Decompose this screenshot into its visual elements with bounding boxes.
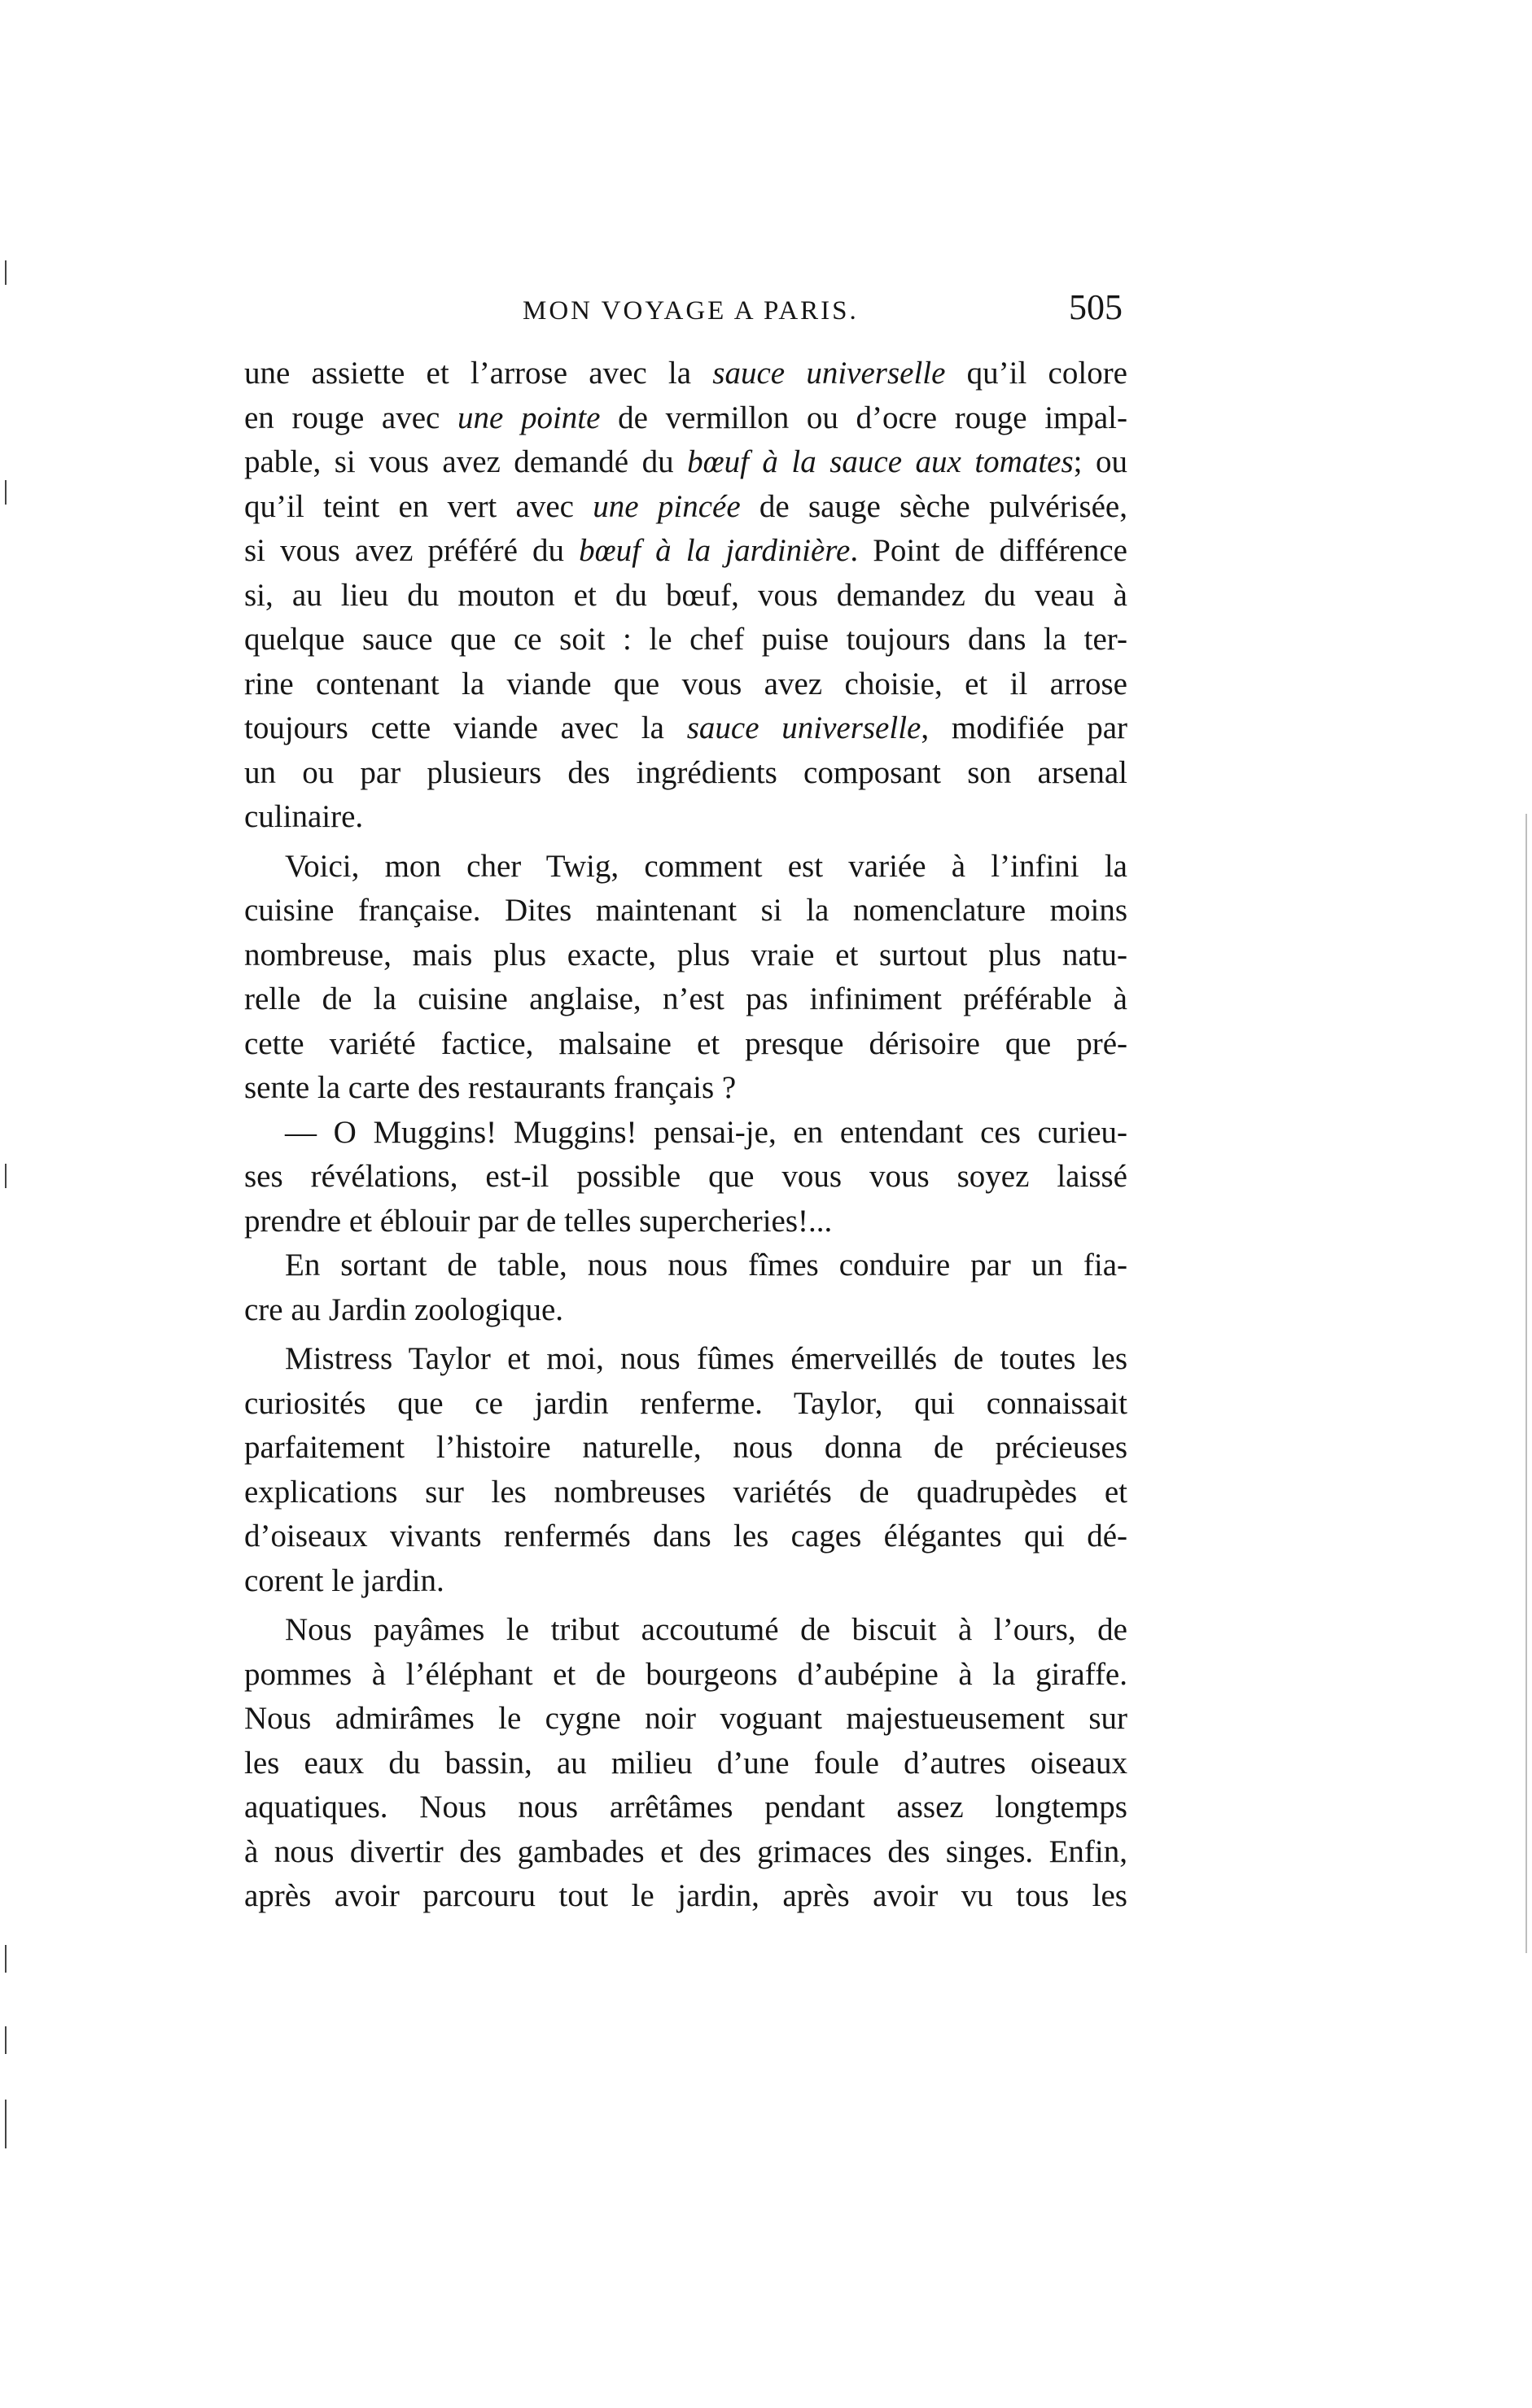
text-line bbox=[244, 1653, 1127, 1698]
text-segment: ses révélations, est-il possible que vous vous soyez laissé bbox=[244, 1159, 1127, 1194]
text-line bbox=[244, 977, 1127, 1022]
page-number: 505 bbox=[1069, 287, 1123, 327]
text-line bbox=[244, 1111, 1127, 1156]
text-segment: aquatiques. Nous nous arrêtâmes pendant assez longtemps bbox=[244, 1790, 1127, 1825]
text-line bbox=[244, 1288, 1127, 1333]
running-title: MON VOYAGE A PARIS. bbox=[523, 296, 859, 326]
text-segment: Mistress Taylor et moi, nous fûmes émerveillés de toutes les bbox=[285, 1341, 1127, 1376]
text-line bbox=[244, 396, 1127, 441]
italic-segment: une pointe bbox=[457, 400, 601, 435]
text-segment: parfaitement l’histoire naturelle, nous donna de précieuses bbox=[244, 1430, 1127, 1465]
text-segment: cuisine française. Dites maintenant si la nomenclature moins bbox=[244, 893, 1127, 928]
text-line bbox=[244, 1830, 1127, 1875]
text-segment: — O Muggins! Muggins! pensai-je, en entendant ces curieu- bbox=[285, 1114, 1127, 1150]
text-segment: ; ou bbox=[1073, 444, 1127, 479]
text-segment: Nous payâmes le tribut accoutumé de biscuit à l’ours, de bbox=[285, 1612, 1127, 1647]
text-segment: pable, si vous avez demandé du bbox=[244, 444, 688, 479]
italic-segment: bœuf à la sauce aux tomates bbox=[687, 444, 1074, 479]
text-segment: un ou par plusieurs des ingrédients composant son arsenal bbox=[244, 754, 1127, 790]
text-segment: rine contenant la viande que vous avez choisie, et il arrose bbox=[244, 666, 1127, 701]
text-line bbox=[244, 1559, 1127, 1604]
text-segment: qu’il teint en vert avec bbox=[244, 488, 593, 524]
text-segment: si, au lieu du mouton et du bœuf, vous demandez du veau à bbox=[244, 577, 1127, 613]
text-segment: d’oiseaux vivants renfermés dans les cages élégantes qui dé- bbox=[244, 1519, 1127, 1554]
text-segment: corent le jardin. bbox=[244, 1562, 444, 1598]
left-margin-mark bbox=[5, 1945, 7, 1973]
text-segment: pommes à l’éléphant et de bourgeons d’aubépine à la giraffe. bbox=[244, 1656, 1127, 1692]
text-segment: explications sur les nombreuses variétés de quadrupèdes et bbox=[244, 1474, 1127, 1510]
text-line bbox=[244, 1155, 1127, 1200]
text-line bbox=[244, 1514, 1127, 1559]
text-segment: de vermillon ou d’ocre rouge impal- bbox=[600, 400, 1127, 435]
text-line bbox=[244, 706, 1127, 751]
text-segment: curiosités que ce jardin renferme. Taylor, qui connaissait bbox=[244, 1385, 1127, 1421]
text-line bbox=[244, 889, 1127, 933]
text-line bbox=[244, 529, 1127, 574]
text-segment: cette variété factice, malsaine et presque dérisoire que pré- bbox=[244, 1025, 1127, 1061]
text-line bbox=[244, 1608, 1127, 1653]
text-line bbox=[244, 662, 1127, 707]
text-segment: Voici, mon cher Twig, comment est variée à l’infini la bbox=[285, 848, 1127, 884]
text-segment: après avoir parcouru tout le jardin, après avoir vu tous les bbox=[244, 1878, 1127, 1913]
text-segment: en rouge avec bbox=[244, 400, 457, 435]
text-line bbox=[244, 352, 1127, 396]
text-segment: culinaire. bbox=[244, 799, 364, 834]
page-header bbox=[244, 286, 1127, 335]
text-line bbox=[244, 751, 1127, 796]
italic-segment: sauce universelle bbox=[686, 710, 921, 745]
text-body bbox=[244, 352, 1127, 1919]
text-segment: à nous divertir des gambades et des grimaces des singes. Enfin, bbox=[244, 1833, 1127, 1869]
text-segment: si vous avez préféré du bbox=[244, 533, 580, 568]
text-segment: quelque sauce que ce soit : le chef puise toujours dans la ter- bbox=[244, 622, 1127, 657]
text-line bbox=[244, 1200, 1127, 1244]
text-segment: relle de la cuisine anglaise, n’est pas infiniment préférable à bbox=[244, 981, 1127, 1016]
text-segment: qu’il colore bbox=[945, 356, 1127, 391]
text-line bbox=[244, 1066, 1127, 1111]
text-segment: sente la carte des restaurants français ? bbox=[244, 1070, 737, 1105]
text-line bbox=[244, 618, 1127, 662]
italic-segment: sauce universelle bbox=[712, 356, 946, 391]
text-line bbox=[244, 1022, 1127, 1067]
text-line bbox=[244, 795, 1127, 840]
text-line bbox=[244, 1471, 1127, 1515]
left-margin-mark bbox=[5, 260, 7, 285]
text-segment: de sauge sèche pulvérisée, bbox=[740, 488, 1127, 524]
italic-segment: bœuf à la jardinière bbox=[579, 533, 851, 568]
left-margin-mark bbox=[5, 1164, 7, 1188]
text-segment: une assiette et l’arrose avec la bbox=[244, 356, 713, 391]
text-line bbox=[244, 574, 1127, 618]
text-line bbox=[244, 1337, 1127, 1382]
text-line bbox=[244, 1742, 1127, 1786]
text-segment: . Point de différence bbox=[850, 533, 1127, 568]
text-segment: , modifiée par bbox=[921, 710, 1127, 745]
text-segment: nombreuse, mais plus exacte, plus vraie et surtout plus natu- bbox=[244, 937, 1127, 972]
text-segment: En sortant de table, nous nous fîmes conduire par un fia- bbox=[285, 1248, 1127, 1283]
left-margin-mark bbox=[5, 2100, 7, 2148]
text-line bbox=[244, 933, 1127, 978]
text-line bbox=[244, 1382, 1127, 1427]
right-margin-mark bbox=[1525, 814, 1527, 1953]
text-line bbox=[244, 1697, 1127, 1742]
text-segment: cre au Jardin zoologique. bbox=[244, 1291, 564, 1327]
text-segment: Nous admirâmes le cygne noir voguant majestueusement sur bbox=[244, 1701, 1127, 1736]
text-line bbox=[244, 1785, 1127, 1830]
left-margin-mark bbox=[5, 2026, 7, 2054]
text-line bbox=[244, 1874, 1127, 1919]
text-segment: prendre et éblouir par de telles supercheries!... bbox=[244, 1203, 833, 1239]
text-segment: toujours cette viande avec la bbox=[244, 710, 687, 745]
text-line bbox=[244, 485, 1127, 530]
italic-segment: une pincée bbox=[593, 488, 741, 524]
text-line bbox=[244, 1426, 1127, 1471]
text-line bbox=[244, 845, 1127, 889]
left-margin-mark bbox=[5, 480, 7, 505]
text-line bbox=[244, 1243, 1127, 1288]
text-segment: les eaux du bassin, au milieu d’une foule d’autres oiseaux bbox=[244, 1745, 1127, 1781]
text-line bbox=[244, 440, 1127, 485]
